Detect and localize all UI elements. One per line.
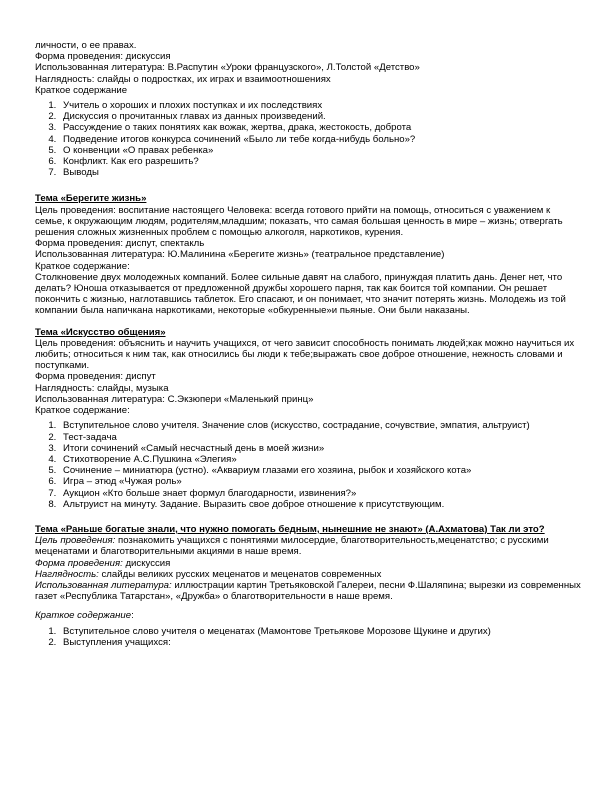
list-item: 1. Вступительное слово учителя. Значение слов (искусство, сострадание, сочувствие, эмпатия, альтруист) xyxy=(59,420,582,431)
text-line: Использованная литература: С.Экзюпери «Маленький принц» xyxy=(35,393,314,405)
numbered-list xyxy=(35,626,582,648)
form-line xyxy=(35,558,582,569)
summary-label: Краткое содержание xyxy=(35,84,128,96)
numbered-list xyxy=(35,420,582,510)
lit-label: Использованная литература: xyxy=(35,579,172,591)
section-title: Тема «Раньше богатые знали, что нужно помогать бедным, нынешние не знают» (А.Ахматова) Так ли это? xyxy=(35,523,545,535)
list-item: 1. Вступительное слово учителя о меценатах (Мамонтове Третьякове Морозове Щукине и других) xyxy=(59,626,582,637)
summary-label: Краткое содержание: xyxy=(35,260,130,272)
visual-text: слайды великих русских меценатов и меценатов современных xyxy=(98,568,382,580)
list-item: 7. Аукцион «Кто больше знает формул благодарности, извинения?» xyxy=(59,488,582,499)
text-line: Использованная литература: В.Распутин «Уроки французского», Л.Толстой «Детство» xyxy=(35,62,420,74)
text-line: Наглядность: слайды о подростках, их играх и взаимоотношениях xyxy=(35,73,331,85)
visual-label: Наглядность: xyxy=(35,568,99,580)
list-item: 2. Тест-задача xyxy=(59,432,582,443)
list-item: 3. Рассуждение о таких понятиях как вожак, жертва, драка, жестокость, доброта xyxy=(59,122,582,133)
list-item: 8. Альтруист на минуту. Задание. Выразить свое доброе отношение к присутствующим. xyxy=(59,499,582,510)
text-line: личности, о ее правах. xyxy=(35,40,137,51)
section-title: Тема «Искусство общения» xyxy=(35,326,166,338)
numbered-list xyxy=(35,100,582,178)
visual-line xyxy=(35,569,582,580)
summary-paragraph: Столкновение двух молодежных компаний. Более сильные давят на слабого, принуждая платить дань. Денег нет, что делать? Юноша отказывается от предложенной дружбы хорошего парня, так как боится той компании. Он решает покончить с жизнью, наглотавшись таблеток. Его спасают, и он понимает, что значит потерять жизнь. Молодежь из той компании была напичкана наркотиками, некоторые «обкуренные»и пьяные. Они были наказаны. xyxy=(35,271,566,317)
list-item: 2. Дискуссия о прочитанных главах из данных произведений. xyxy=(59,111,582,122)
summary-label: Краткое содержание xyxy=(35,610,132,622)
form-text: дискуссия xyxy=(122,557,171,569)
goal-paragraph xyxy=(35,535,582,557)
text-line: Наглядность: слайды, музыка xyxy=(35,382,169,394)
list-item: 3. Итоги сочинений «Самый несчастный день в моей жизни» xyxy=(59,443,582,454)
list-item: 4. Стихотворение А.С.Пушкина «Элегия» xyxy=(59,454,582,465)
text-line: Форма проведения: дискуссия xyxy=(35,51,171,63)
summary-colon: : xyxy=(131,610,134,622)
list-item: 4. Подведение итогов конкурса сочинений «Было ли тебе когда-нибудь больно»? xyxy=(59,134,582,145)
list-item: 7. Выводы xyxy=(59,167,582,178)
goal-paragraph: Цель проведения: воспитание настоящего Человека: всегда готового прийти на помощь, относиться с уважением к семье, к окружающим людям, родителям,младшим; показать, что самая большая ценность в мире – жизнь; отвергать решения сложных жизненных проблем с помощью алкоголя, наркотиков, курения. xyxy=(35,204,563,239)
summary-label: Краткое содержание: xyxy=(35,405,130,417)
goal-paragraph: Цель проведения: объяснить и научить учащихся, от чего зависит способность понимать людей;как можно научиться их любить; относиться к ним так, как относились бы люди к тебе;выражать свое доброе отношение, нежность словами и поступками. xyxy=(35,337,575,372)
list-item: 6. Конфликт. Как его разрешить? xyxy=(59,156,582,167)
list-item: 5. Сочинение – миниатюра (устно). «Аквариум глазами его хозяина, рыбок и хозяйского кота» xyxy=(59,465,582,476)
text-line: Форма проведения: диспут, спектакль xyxy=(35,238,205,250)
text-line: Использованная литература: Ю.Малинина «Берегите жизнь» (театральное представление) xyxy=(35,249,445,261)
goal-label: Цель проведения: xyxy=(35,535,116,547)
lit-paragraph xyxy=(35,580,582,602)
form-label: Форма проведения: xyxy=(35,557,123,569)
list-item: 5. О конвенции «О правах ребенка» xyxy=(59,145,582,156)
text-line: Форма проведения: диспут xyxy=(35,371,156,383)
section-title: Тема «Берегите жизнь» xyxy=(35,193,147,205)
summary-line xyxy=(35,610,582,621)
list-item: 6. Игра – этюд «Чужая роль» xyxy=(59,476,582,487)
lit-text: иллюстрации картин Третьяковской Галереи, песни Ф.Шаляпина; вырезки из современных газет «Республика Татарстан», «Дружба» о благотворительности в наше время. xyxy=(35,579,581,603)
list-item: 1. Учитель о хороших и плохих поступках и их последствиях xyxy=(59,100,582,111)
list-item: 2. Выступления учащихся: xyxy=(59,637,582,648)
goal-text: познакомить учащихся с понятиями милосердие, благотворительность,меценатство; с русскими меценатами и благотворительными акциями в наше время. xyxy=(35,535,549,558)
